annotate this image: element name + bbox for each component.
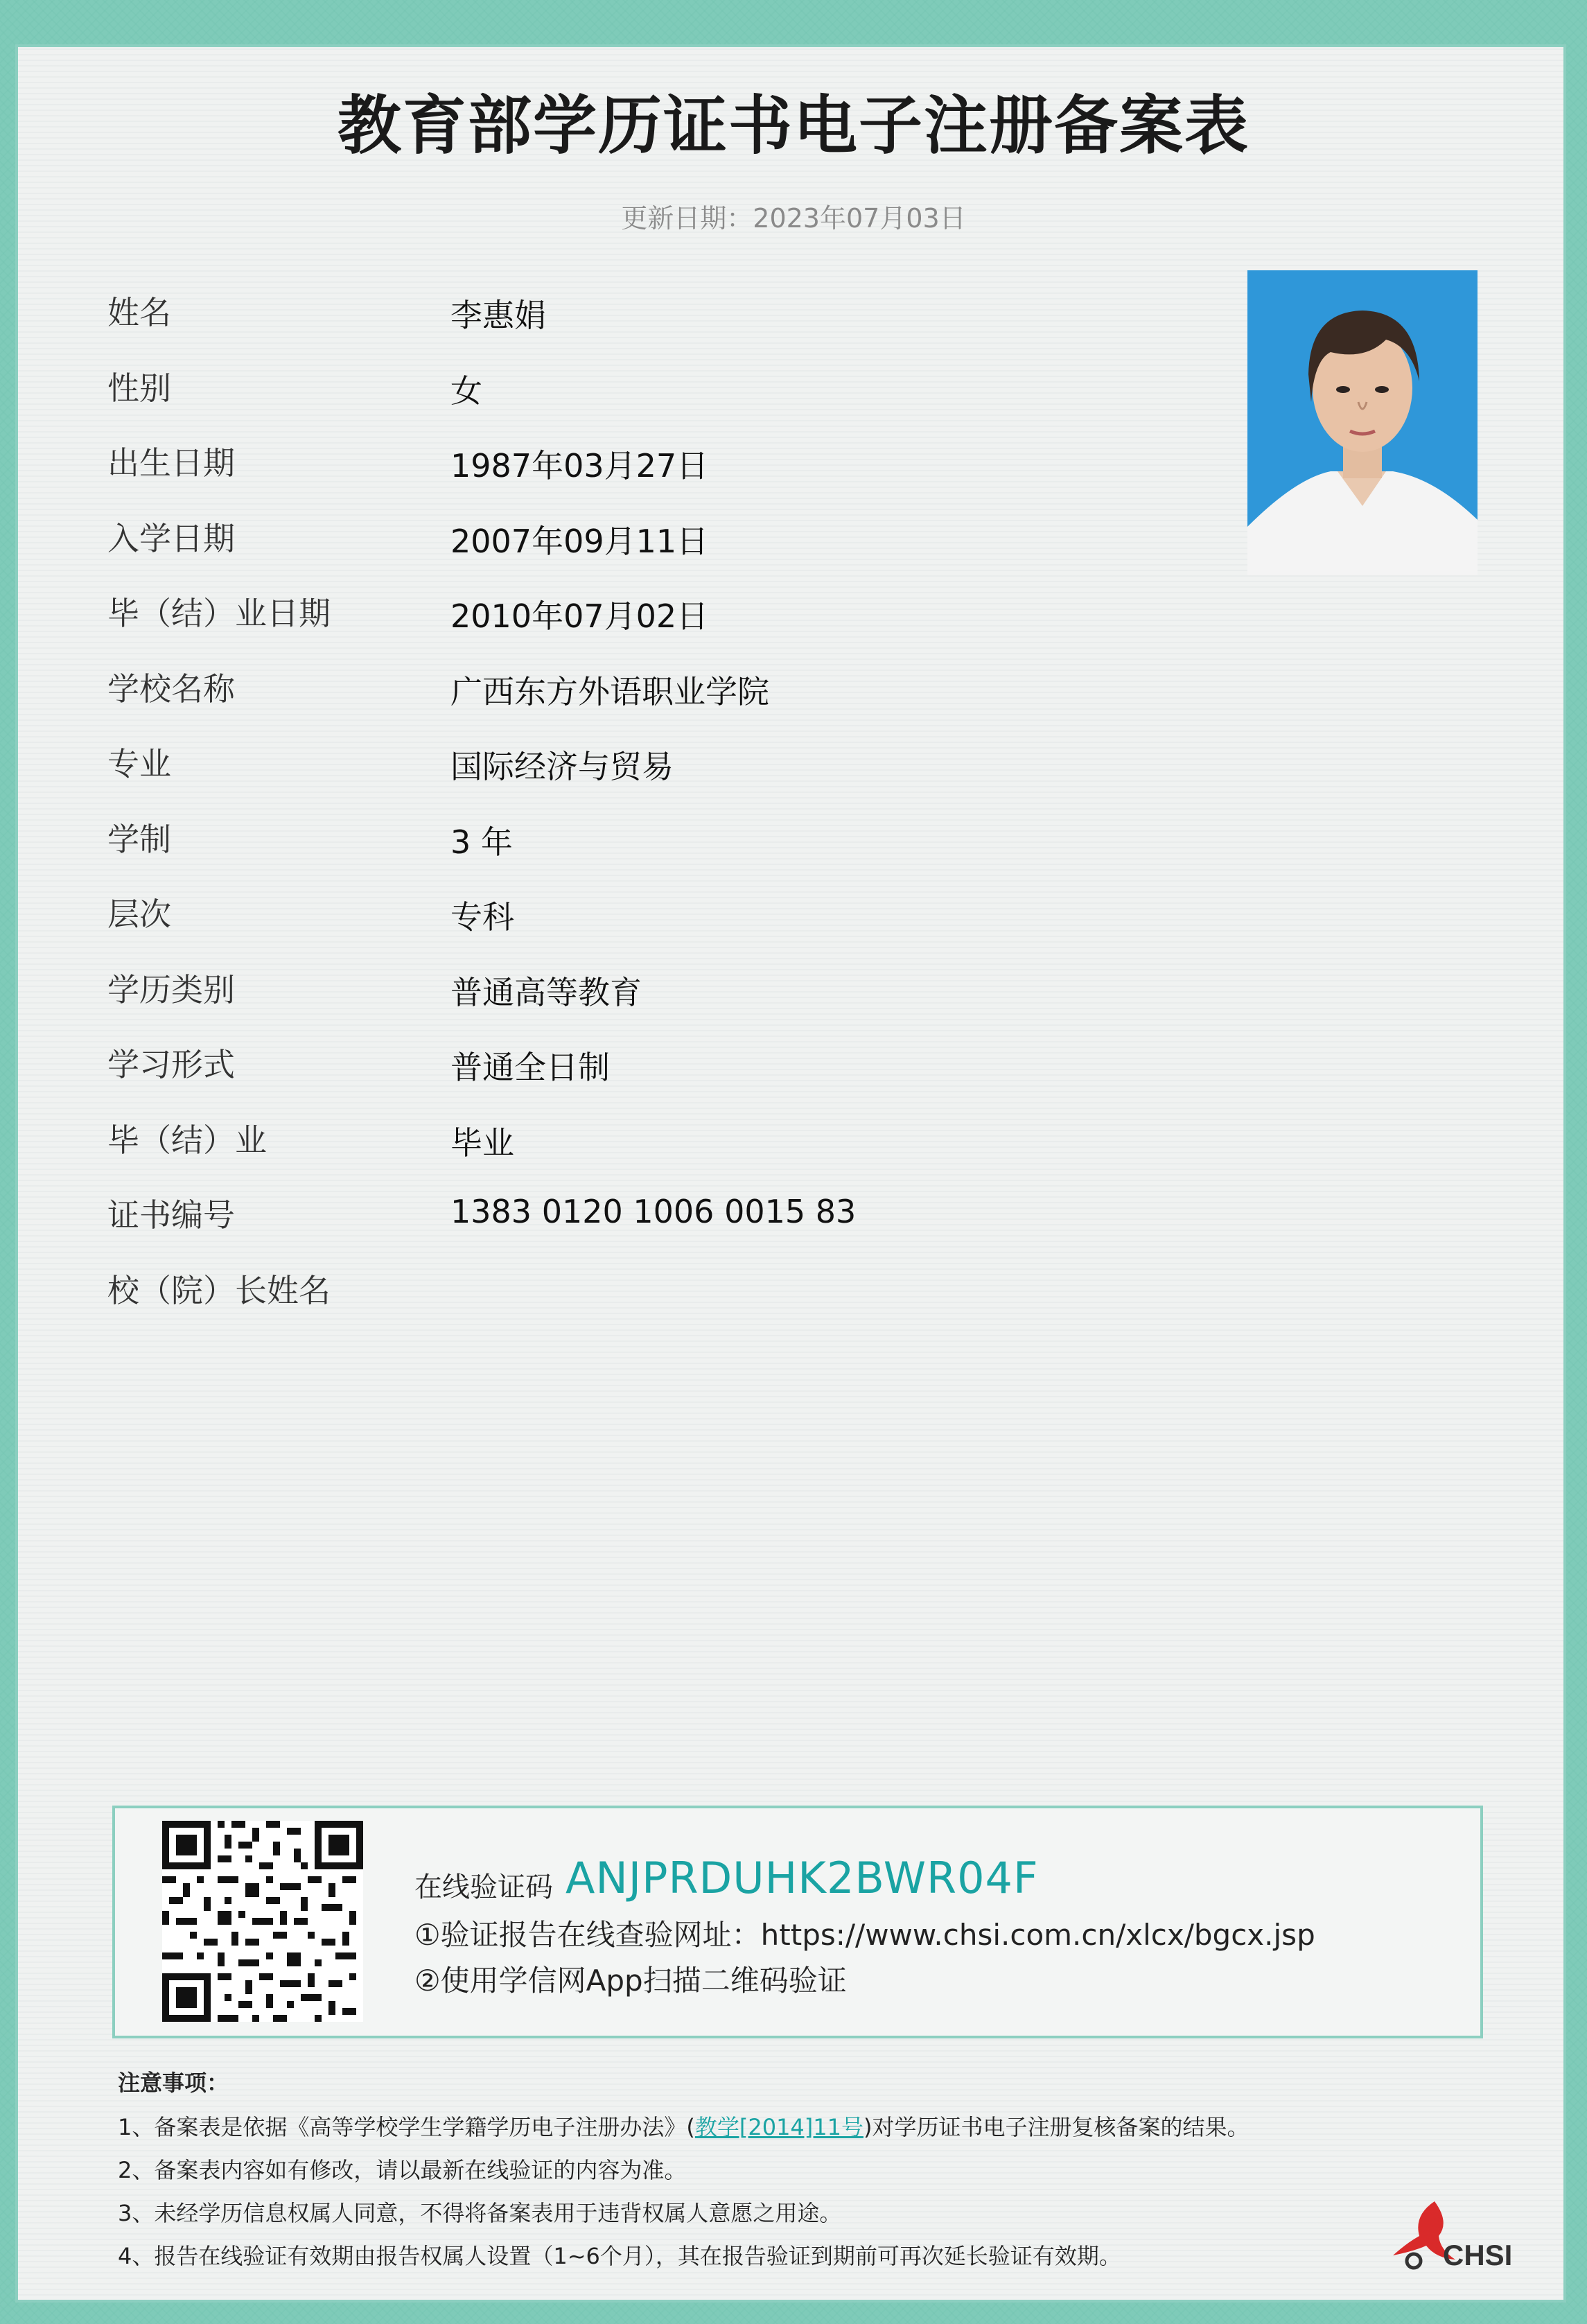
note-text: 3、未经学历信息权属人同意，不得将备案表用于违背权属人意愿之用途。 xyxy=(118,2200,842,2226)
note-text: 2、备案表内容如有修改，请以最新在线验证的内容为准。 xyxy=(118,2157,687,2183)
field-row xyxy=(0,438,1178,487)
portrait-image xyxy=(1247,270,1478,575)
field-label: 层次 xyxy=(107,895,171,933)
field-value: 专科 xyxy=(450,898,514,936)
field-value: 1987年03月27日 xyxy=(450,447,709,484)
field-label: 学历类别 xyxy=(107,971,235,1008)
verification-url-line[interactable]: ①验证报告在线查验网址：https://www.chsi.com.cn/xlcx/bgcx.jsp xyxy=(414,1918,1315,1952)
note-item xyxy=(118,2110,1250,2142)
field-label: 入学日期 xyxy=(107,520,235,557)
note-item xyxy=(118,2196,841,2228)
note-text: 4、报告在线验证有效期由报告权属人设置（1~6个月），其在报告验证到期前可再次延长验证有效期。 xyxy=(118,2243,1121,2269)
field-value: 2007年09月11日 xyxy=(450,523,709,560)
field-value: 李惠娟 xyxy=(450,297,546,334)
field-value: 普通全日制 xyxy=(450,1049,610,1086)
field-label: 学制 xyxy=(107,821,171,858)
field-value: 毕业 xyxy=(450,1124,514,1162)
note-item xyxy=(118,2153,686,2185)
field-row xyxy=(0,514,1178,562)
field-value: 普通高等教育 xyxy=(450,974,642,1011)
verification-app-line: ②使用学信网App扫描二维码验证 xyxy=(414,1964,847,1998)
field-row xyxy=(0,1190,1178,1239)
note-text: 1、备案表是依据《高等学校学生学籍学历电子注册办法》( xyxy=(118,2114,695,2140)
document-title: 教育部学历证书电子注册备案表 xyxy=(337,89,1250,163)
field-row xyxy=(0,288,1178,336)
verification-panel xyxy=(112,1806,1483,2038)
field-row xyxy=(0,1266,1178,1314)
field-label: 学习形式 xyxy=(107,1046,235,1083)
field-row xyxy=(0,739,1178,787)
field-label: 校（院）长姓名 xyxy=(107,1272,331,1309)
field-label: 证书编号 xyxy=(107,1196,235,1234)
field-value: 1383 0120 1006 0015 83 xyxy=(450,1193,857,1230)
qr-code-icon xyxy=(162,1821,363,2022)
field-row xyxy=(0,1115,1178,1164)
field-label: 姓名 xyxy=(107,294,171,331)
field-value: 广西东方外语职业学院 xyxy=(450,673,769,710)
field-row xyxy=(0,1040,1178,1088)
field-value: 2010年07月02日 xyxy=(450,597,709,635)
field-row xyxy=(0,363,1178,412)
note-text: )对学历证书电子注册复核备案的结果。 xyxy=(863,2114,1250,2140)
verification-code: ANJPRDUHK2BWR04F xyxy=(565,1853,1039,1903)
field-row xyxy=(0,889,1178,938)
update-date: 更新日期：2023年07月03日 xyxy=(621,203,966,234)
field-value: 女 xyxy=(450,372,482,410)
field-row xyxy=(0,588,1178,637)
field-label: 性别 xyxy=(107,369,171,407)
field-value: 国际经济与贸易 xyxy=(450,748,674,785)
verification-code-label: 在线验证码 xyxy=(414,1871,553,1903)
qr-code[interactable] xyxy=(162,1821,363,2022)
regulation-link[interactable]: 教学[2014]11号 xyxy=(694,2114,863,2140)
notes-title: 注意事项： xyxy=(118,2070,229,2096)
field-row xyxy=(0,814,1178,863)
field-label: 出生日期 xyxy=(107,444,235,482)
field-value: 3 年 xyxy=(450,823,513,861)
field-row xyxy=(0,664,1178,713)
id-photo xyxy=(1247,270,1478,575)
field-row xyxy=(0,965,1178,1013)
chsi-logo-text: CHSI xyxy=(1443,2239,1513,2271)
note-item xyxy=(118,2239,1121,2271)
field-label: 毕（结）业日期 xyxy=(107,595,331,632)
field-label: 毕（结）业 xyxy=(107,1121,267,1159)
field-label: 专业 xyxy=(107,745,171,783)
field-label: 学校名称 xyxy=(107,670,235,708)
